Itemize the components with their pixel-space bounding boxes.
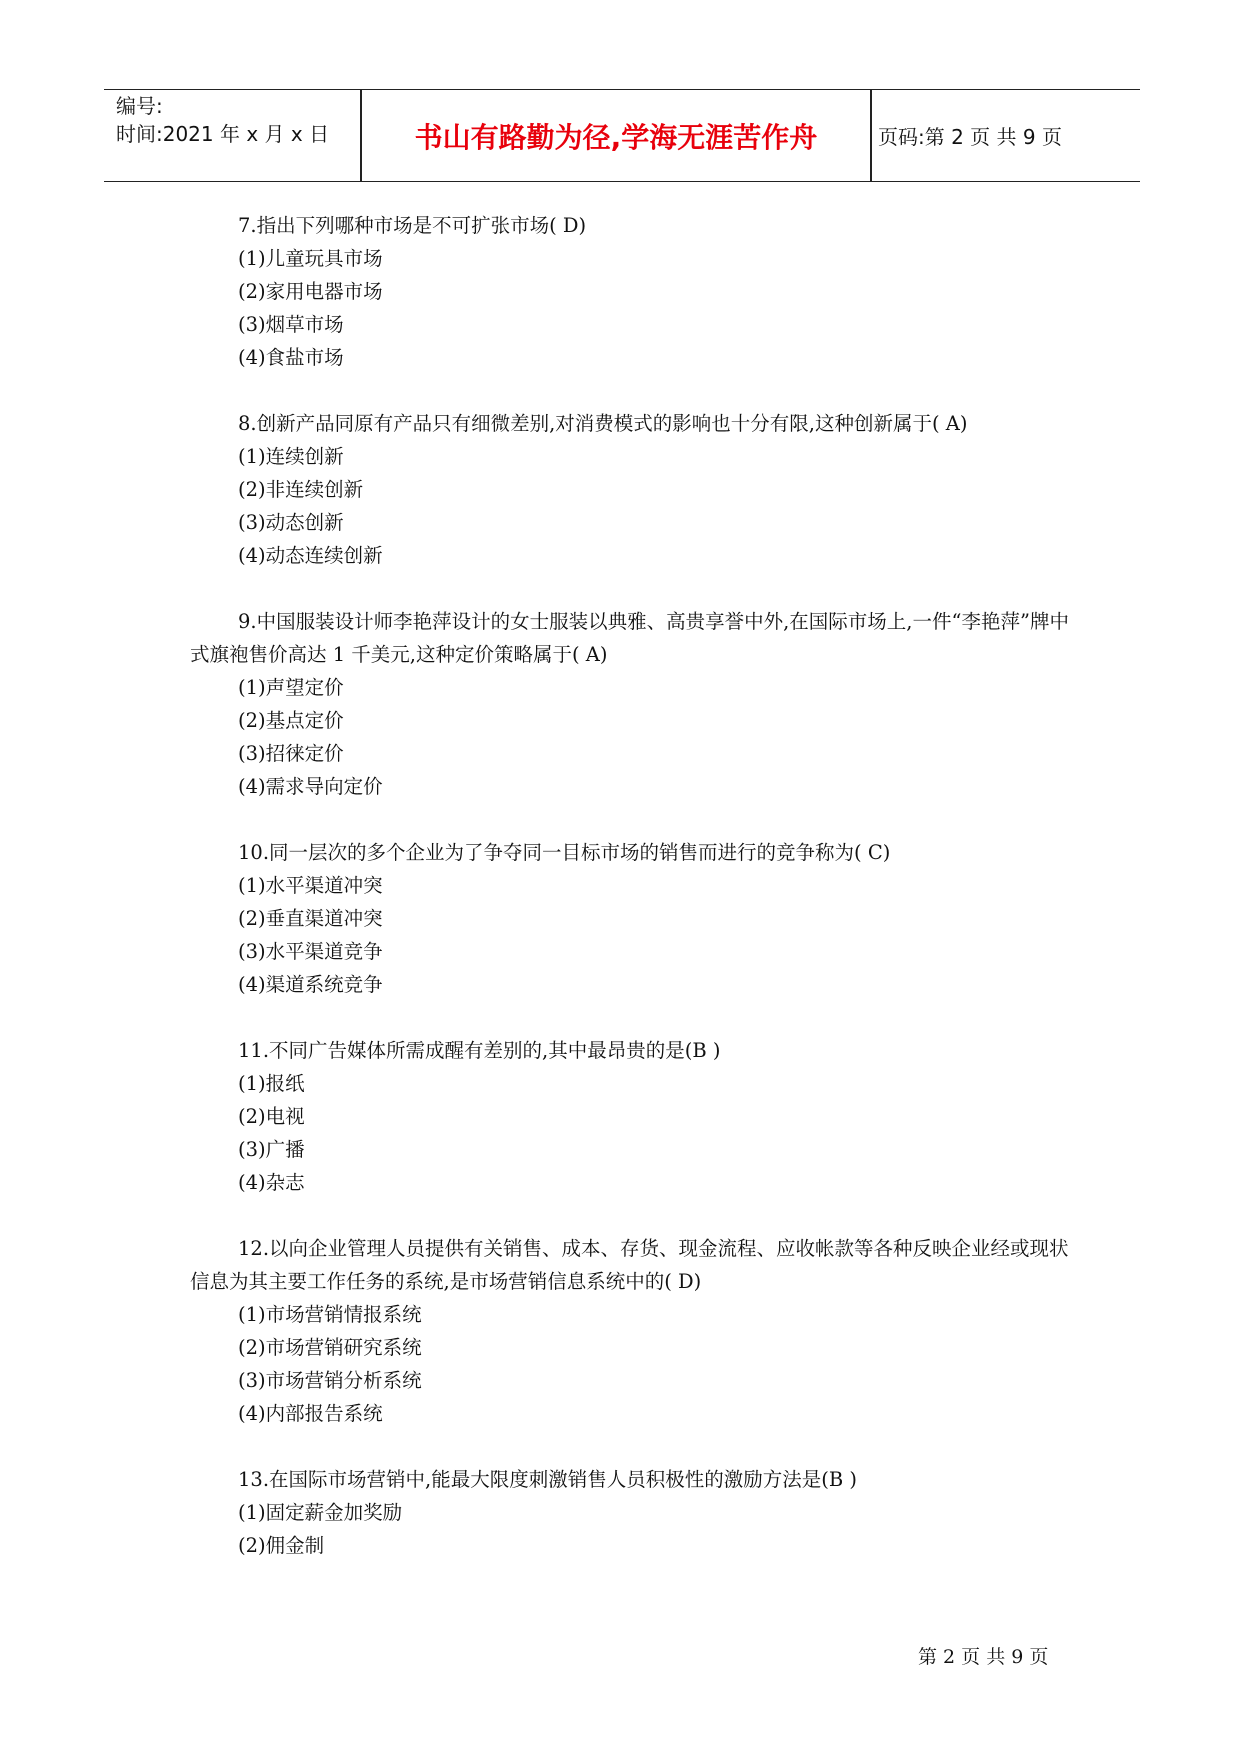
question-option: (4)需求导向定价: [238, 775, 383, 798]
question-option: (3)烟草市场: [238, 313, 344, 336]
question-stem: 13.在国际市场营销中,能最大限度刺激销售人员积极性的激励方法是(B ): [238, 1468, 857, 1491]
question-option: (4)杂志: [238, 1171, 305, 1194]
question-stem: 11.不同广告媒体所需成醒有差别的,其中最昂贵的是(B ): [238, 1039, 721, 1062]
question-option: (3)市场营销分析系统: [238, 1369, 422, 1392]
document-time-label: 时间:2021 年 x 月 x 日: [116, 122, 330, 146]
question-11: [190, 1034, 1070, 1199]
question-option: (1)连续创新: [238, 445, 344, 468]
page-header: [104, 89, 1140, 182]
header-motto: 书山有路勤为径,学海无涯苦作舟: [414, 120, 818, 154]
question-stem: 12.以向企业管理人员提供有关销售、成本、存货、现金流程、应收帐款等各种反映企业经或现状信息为其主要工作任务的系统,是市场营销信息系统中的( D): [190, 1237, 1069, 1293]
question-option: (3)招徕定价: [238, 742, 344, 765]
question-list: [190, 209, 1070, 1595]
question-option: (3)广播: [238, 1138, 305, 1161]
question-option: (3)动态创新: [238, 511, 344, 534]
question-stem: 10.同一层次的多个企业为了争夺同一目标市场的销售而进行的竞争称为( C): [238, 841, 891, 864]
question-option: (4)渠道系统竞争: [238, 973, 383, 996]
question-9: [190, 605, 1070, 803]
footer-page-number: 第 2 页 共 9 页: [918, 1646, 1049, 1668]
question-option: (4)内部报告系统: [238, 1402, 383, 1425]
question-stem: 9.中国服装设计师李艳萍设计的女士服装以典雅、高贵享誉中外,在国际市场上,一件“李艳萍”牌中式旗袍售价高达 1 千美元,这种定价策略属于( A): [190, 610, 1069, 666]
question-option: (1)报纸: [238, 1072, 305, 1095]
header-meta: [116, 92, 329, 148]
question-option: (2)非连续创新: [238, 478, 364, 501]
page-footer: [918, 1642, 1048, 1669]
question-12: [190, 1232, 1070, 1430]
question-stem: 8.创新产品同原有产品只有细微差别,对消费模式的影响也十分有限,这种创新属于( A): [238, 412, 968, 435]
document-number-label: 编号:: [116, 94, 163, 118]
question-option: (2)基点定价: [238, 709, 344, 732]
question-option: (2)市场营销研究系统: [238, 1336, 422, 1359]
question-option: (2)垂直渠道冲突: [238, 907, 383, 930]
question-7: [190, 209, 1070, 374]
question-option: (3)水平渠道竞争: [238, 940, 383, 963]
question-option: (4)食盐市场: [238, 346, 344, 369]
question-option: (1)声望定价: [238, 676, 344, 699]
question-option: (2)电视: [238, 1105, 305, 1128]
question-option: (1)儿童玩具市场: [238, 247, 383, 270]
question-stem: 7.指出下列哪种市场是不可扩张市场( D): [238, 214, 587, 237]
question-option: (2)佣金制: [238, 1534, 325, 1557]
question-10: [190, 836, 1070, 1001]
header-page-indicator: 页码:第 2 页 共 9 页: [878, 125, 1062, 149]
header-divider: [360, 90, 362, 181]
question-option: (2)家用电器市场: [238, 280, 383, 303]
question-13: [190, 1463, 1070, 1562]
question-option: (4)动态连续创新: [238, 544, 383, 567]
question-8: [190, 407, 1070, 572]
question-option: (1)固定薪金加奖励: [238, 1501, 403, 1524]
question-option: (1)市场营销情报系统: [238, 1303, 422, 1326]
question-option: (1)水平渠道冲突: [238, 874, 383, 897]
